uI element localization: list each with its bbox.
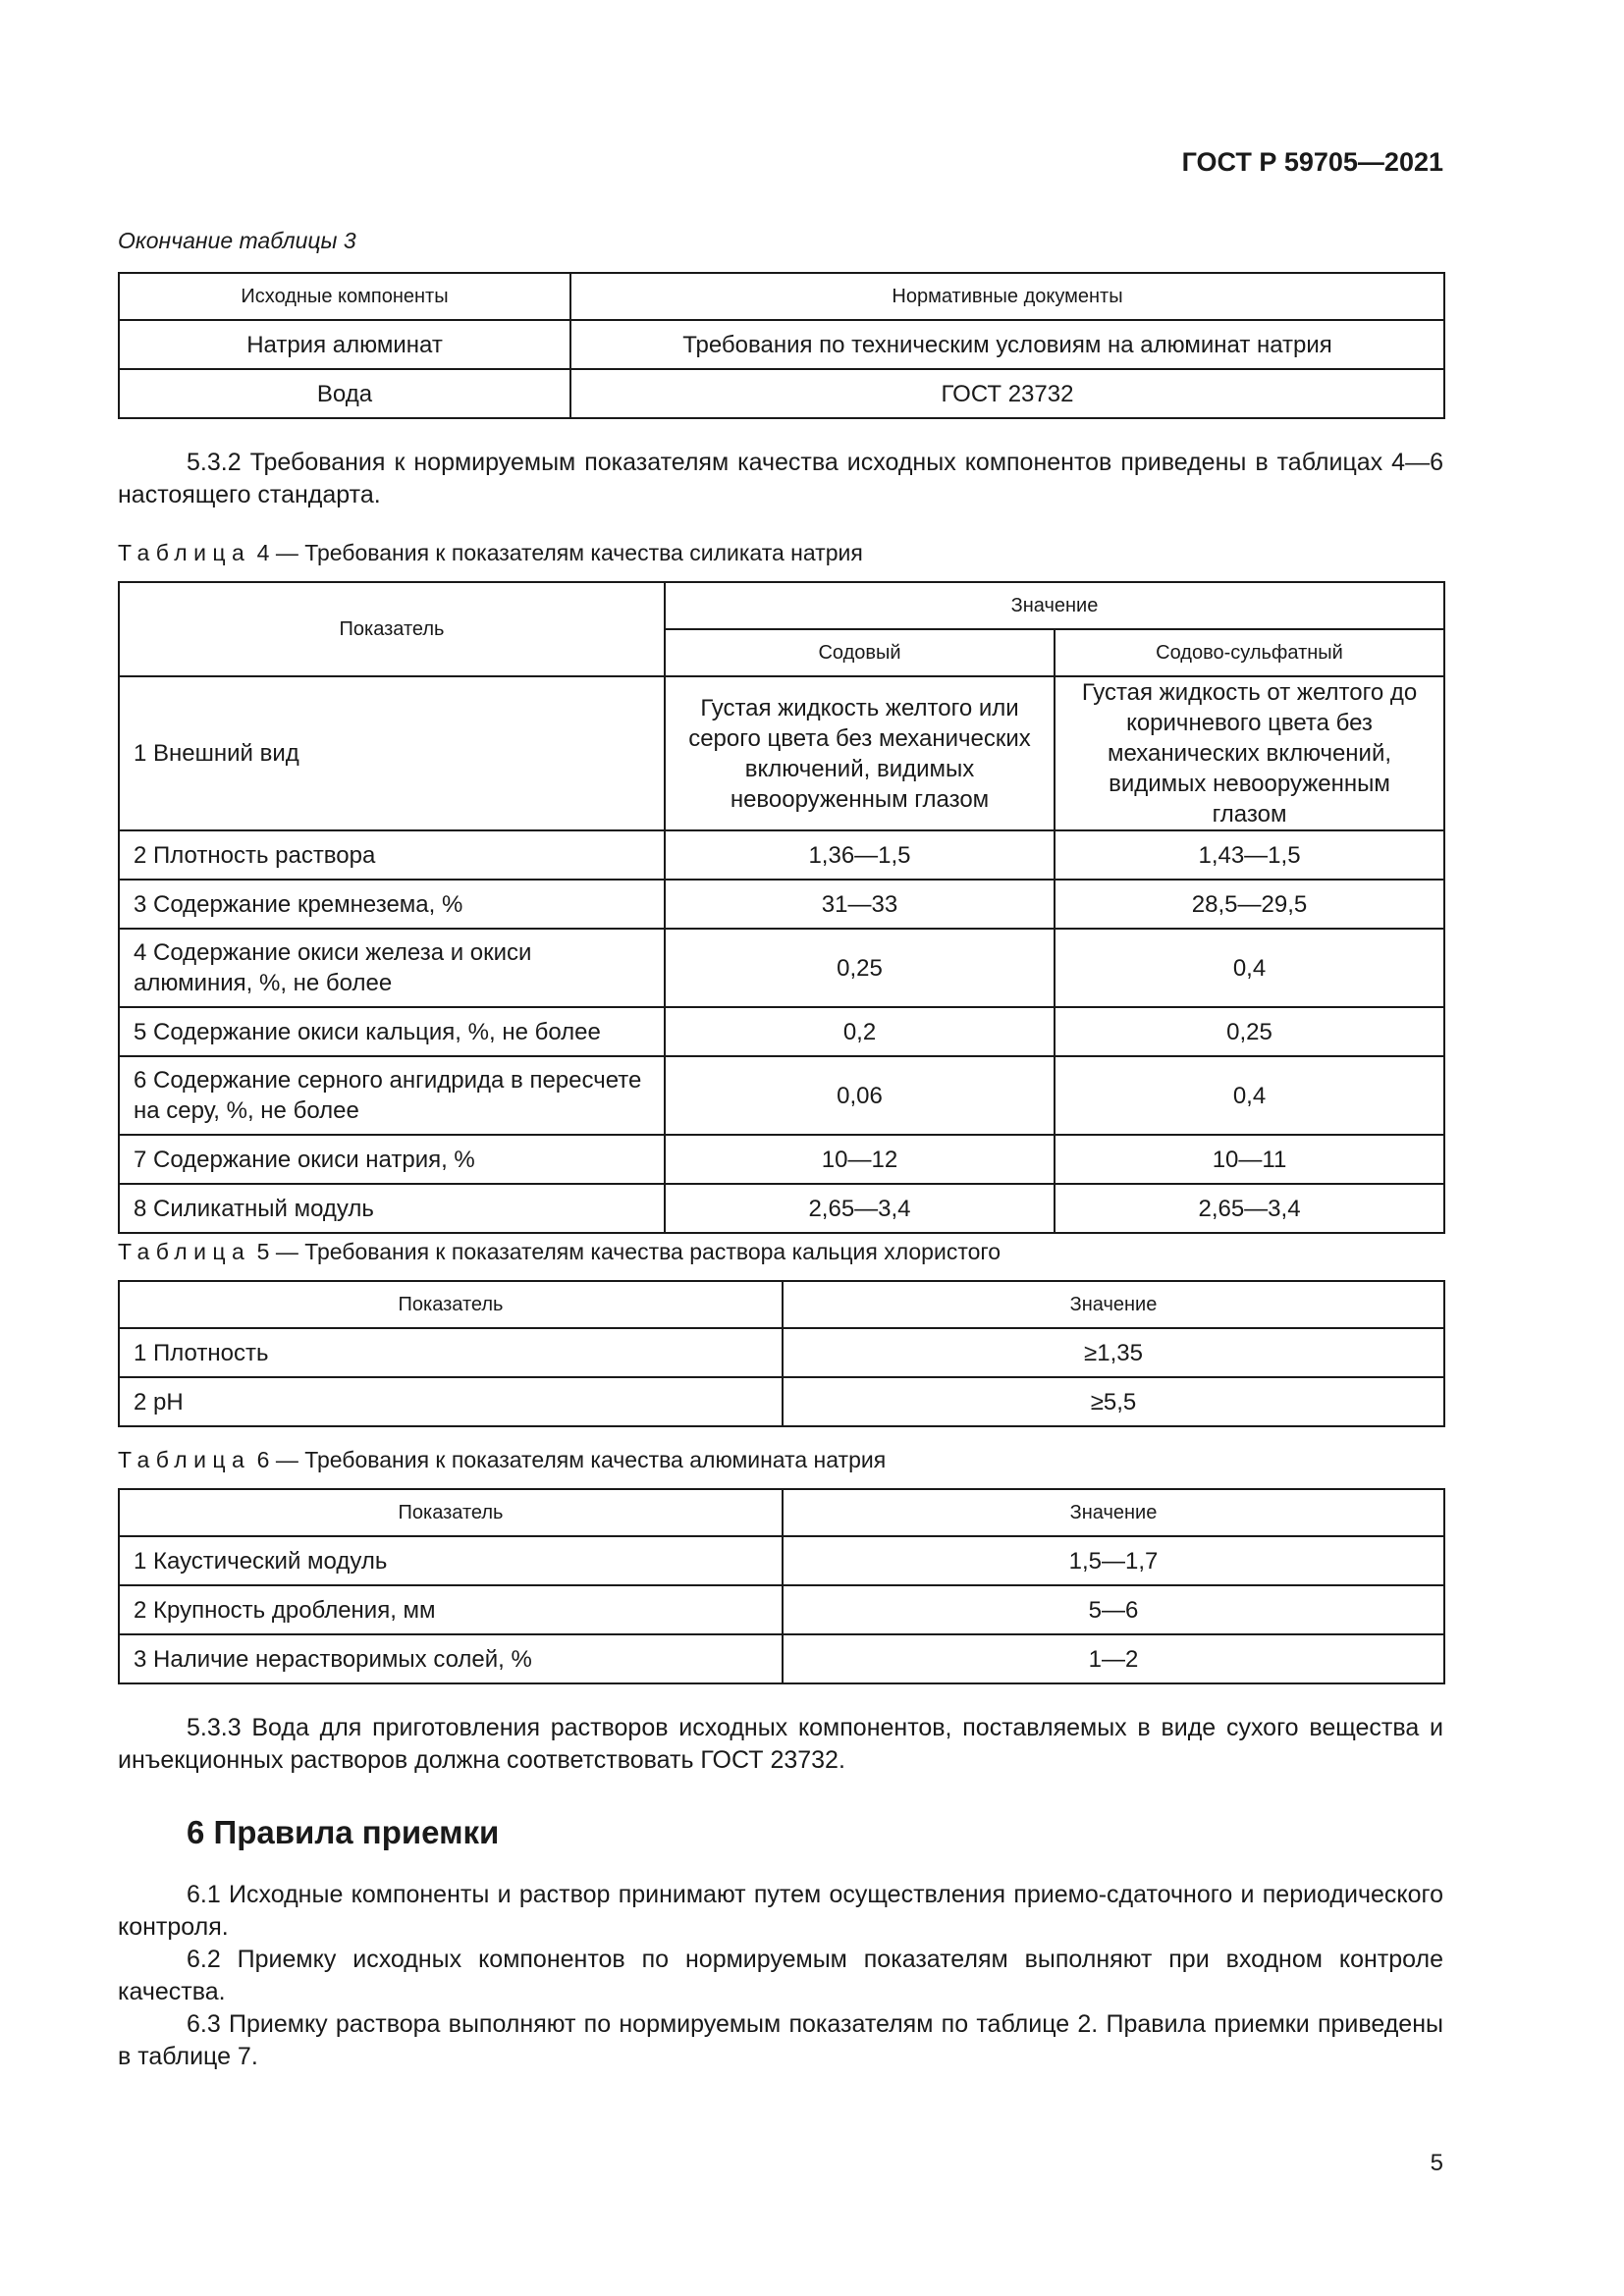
table-header-row: [119, 1489, 1444, 1536]
table-cell: 2,65—3,4: [1055, 1184, 1444, 1233]
paragraph-5-3-3: 5.3.3 Вода для приготовления растворов исходных компонентов, поставляемых в виде сухого вещества и инъекционных растворов должна соответствовать ГОСТ 23732.: [118, 1714, 1443, 1774]
header-cell: Показатель: [119, 1489, 783, 1536]
table-cell: 2 Плотность раствора: [119, 830, 665, 880]
table-cell: 5 Содержание окиси кальция, %, не более: [119, 1007, 665, 1056]
table6: [118, 1488, 1445, 1684]
table-cell: 7 Содержание окиси натрия, %: [119, 1135, 665, 1184]
header-cell: Нормативные документы: [570, 273, 1444, 320]
paragraph-6-2: 6.2 Приемку исходных компонентов по нормируемым показателям выполняют при входном контроле качества.: [118, 1946, 1443, 2005]
table-cell: 1—2: [783, 1634, 1444, 1683]
table-cell: 8 Силикатный модуль: [119, 1184, 665, 1233]
table-row: [119, 1184, 1444, 1233]
table-row: [119, 880, 1444, 929]
table-cell: 2 pH: [119, 1377, 783, 1426]
table-cell: 2 Крупность дробления, мм: [119, 1585, 783, 1634]
header-cell: Показатель: [119, 1281, 783, 1328]
table-row: [119, 1377, 1444, 1426]
table5-caption: [118, 1239, 1001, 1265]
table-row: [119, 1634, 1444, 1683]
table-row: [119, 1328, 1444, 1377]
table-cell: Натрия алюминат: [119, 320, 570, 369]
table-cell: 1,36—1,5: [665, 830, 1055, 880]
document-number: ГОСТ Р 59705—2021: [1181, 147, 1443, 177]
table4: [118, 581, 1445, 1234]
table-row: [119, 676, 1444, 830]
table-title: 5 — Требования к показателям качества раствора кальция хлористого: [256, 1239, 1001, 1264]
table-cell: 3 Содержание кремнезема, %: [119, 880, 665, 929]
table-title: 6 — Требования к показателям качества алюмината натрия: [256, 1447, 887, 1472]
table-row: [119, 1007, 1444, 1056]
header-cell: Содовый: [665, 629, 1055, 676]
table3-continuation: [118, 272, 1445, 419]
table-cell: 1 Плотность: [119, 1328, 783, 1377]
paragraph-6-1: 6.1 Исходные компоненты и раствор принимают путем осуществления приемо-сдаточного и периодического контроля.: [118, 1881, 1443, 1941]
page-number: 5: [1430, 2150, 1443, 2176]
table-cell: 1 Каустический модуль: [119, 1536, 783, 1585]
table-cell: 28,5—29,5: [1055, 880, 1444, 929]
paragraph-6-3: 6.3 Приемку раствора выполняют по нормируемым показателям по таблице 2. Правила приемки приведены в таблице 7.: [118, 2010, 1443, 2070]
table-row: [119, 1135, 1444, 1184]
table-cell: 1,5—1,7: [783, 1536, 1444, 1585]
table-cell: 0,25: [1055, 1007, 1444, 1056]
table4-caption: [118, 540, 863, 566]
header-cell: Значение: [665, 582, 1444, 629]
table-header-row: [119, 1281, 1444, 1328]
table-cell: 6 Содержание серного ангидрида в пересчете на серу, %, не более: [119, 1056, 665, 1135]
table-row: [119, 929, 1444, 1007]
table-cell: Густая жидкость от желтого до коричневого цвета без механических включений, видимых невооруженным глазом: [1055, 676, 1444, 830]
table-cell: 0,4: [1055, 1056, 1444, 1135]
table-cell: ≥5,5: [783, 1377, 1444, 1426]
header-cell: Значение: [783, 1281, 1444, 1328]
table-title: 4 — Требования к показателям качества силиката натрия: [256, 540, 863, 565]
table-row: [119, 1056, 1444, 1135]
table-cell: 5—6: [783, 1585, 1444, 1634]
table-label: Таблица: [118, 540, 251, 565]
table-cell: 0,2: [665, 1007, 1055, 1056]
table-cell: 2,65—3,4: [665, 1184, 1055, 1233]
table-row: [119, 830, 1444, 880]
table-cell: ≥1,35: [783, 1328, 1444, 1377]
table-cell: ГОСТ 23732: [570, 369, 1444, 418]
table-label: Таблица: [118, 1239, 251, 1264]
table3-continuation-caption: Окончание таблицы 3: [118, 228, 356, 253]
table-cell: 10—12: [665, 1135, 1055, 1184]
section-6-title: 6 Правила приемки: [187, 1814, 500, 1850]
paragraph-5-3-2: 5.3.2 Требования к нормируемым показателям качества исходных компонентов приведены в таблицах 4—6 настоящего стандарта.: [118, 449, 1443, 508]
table-row: [119, 369, 1444, 418]
header-cell: Значение: [783, 1489, 1444, 1536]
header-cell: Показатель: [119, 582, 665, 676]
table-cell: 10—11: [1055, 1135, 1444, 1184]
table-header-row: [119, 273, 1444, 320]
table-row: [119, 1536, 1444, 1585]
table-cell: 4 Содержание окиси железа и окиси алюминия, %, не более: [119, 929, 665, 1007]
table6-caption: [118, 1447, 886, 1473]
table-cell: 0,06: [665, 1056, 1055, 1135]
table-cell: 0,25: [665, 929, 1055, 1007]
table-cell: 0,4: [1055, 929, 1444, 1007]
header-cell: Содово-сульфатный: [1055, 629, 1444, 676]
table5: [118, 1280, 1445, 1427]
table-cell: Требования по техническим условиям на алюминат натрия: [570, 320, 1444, 369]
table-row: [119, 320, 1444, 369]
table-cell: 3 Наличие нерастворимых солей, %: [119, 1634, 783, 1683]
table-row: [119, 1585, 1444, 1634]
table-label: Таблица: [118, 1447, 251, 1472]
table-cell: 1,43—1,5: [1055, 830, 1444, 880]
table-cell: Вода: [119, 369, 570, 418]
table-header-row: [119, 582, 1444, 629]
header-cell: Исходные компоненты: [119, 273, 570, 320]
table-cell: 1 Внешний вид: [119, 676, 665, 830]
table-cell: Густая жидкость желтого или серого цвета без механических включений, видимых невооруженным глазом: [665, 676, 1055, 830]
table-cell: 31—33: [665, 880, 1055, 929]
